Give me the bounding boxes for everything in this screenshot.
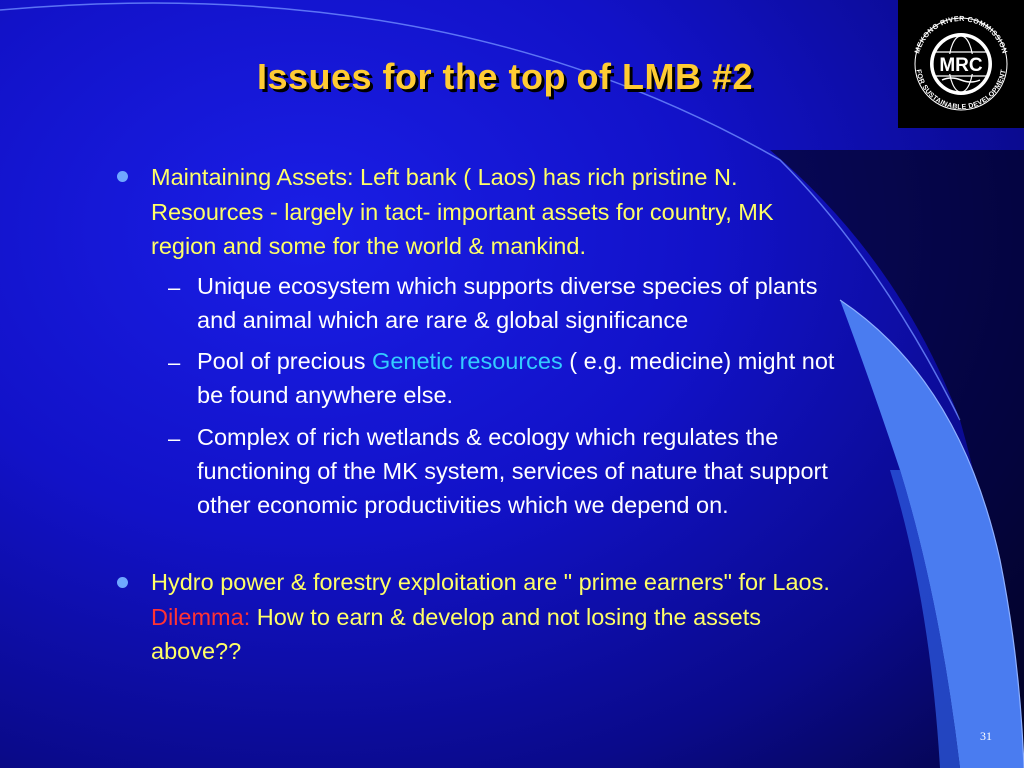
slide-title: Issues for the top of LMB #2 (256, 56, 754, 97)
logo-ring-top: MEKONG RIVER COMMISSION (912, 13, 1010, 55)
sub-dash-1: – (168, 275, 181, 300)
bullet-2-line-3: above?? (151, 638, 242, 664)
sub-2-line-2: be found anywhere else. (197, 382, 454, 408)
bullet-2-line-2 (151, 603, 761, 631)
bullet-1-line-3: region and some for the world & mankind. (151, 233, 586, 259)
page-number: 31 (980, 729, 992, 743)
sub-1-line-2: and animal which are rare & global significance (197, 307, 689, 333)
sub-2-post: ( e.g. medicine) might not (562, 348, 835, 374)
sub-dash-2: – (168, 350, 181, 375)
sub-3-line-3: other economic productivities which we depend on. (197, 492, 729, 518)
bullet-2-line-1: Hydro power & forestry exploitation are " prime earners" for Laos. (151, 569, 830, 595)
sub-3-line-2: functioning of the MK system, services of nature that support (197, 458, 828, 484)
sub-1-line-1: Unique ecosystem which supports diverse species of plants (197, 273, 818, 299)
sub-2-line-1 (197, 347, 834, 375)
sub-dash-3: – (168, 426, 181, 451)
genetic-resources-highlight: Genetic resources (372, 348, 563, 374)
sub-3-line-1: Complex of rich wetlands & ecology which regulates the (197, 424, 779, 450)
bullet-dot-1 (117, 171, 128, 182)
bullet-dot-2 (117, 577, 128, 588)
logo-initials: MRC (939, 55, 983, 76)
sub-2-pre: Pool of precious (197, 348, 373, 374)
bullet-1-line-2: Resources - largely in tact- important assets for country, MK (151, 199, 774, 225)
bullet-1-line-1: Maintaining Assets: Left bank ( Laos) has rich pristine N. (151, 164, 738, 190)
dilemma-highlight: Dilemma: (151, 604, 251, 630)
logo-ring-bottom: FOR SUSTAINABLE DEVELOPMENT (914, 68, 1008, 112)
bullet-2-line-2-rest: How to earn & develop and not losing the assets (250, 604, 762, 630)
